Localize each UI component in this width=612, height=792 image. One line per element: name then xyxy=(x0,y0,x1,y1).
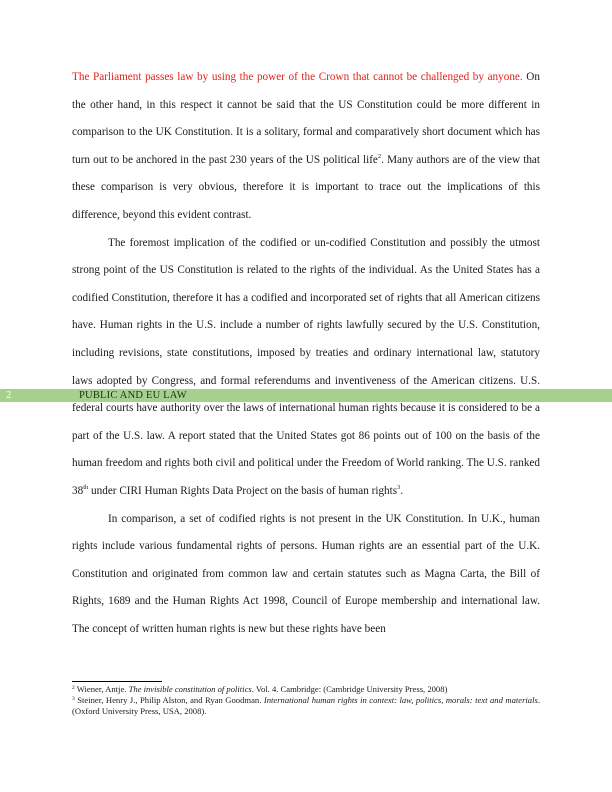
footnote-2 xyxy=(72,684,540,695)
footnote-separator xyxy=(72,681,162,682)
ordinal-suffix: th xyxy=(83,483,89,491)
paragraph-1-text-b: . Many authors are of the view that these comparison is very obvious, therefore it is important to trace out the implications of this difference, beyond this evident contrast. xyxy=(72,153,540,221)
paragraph-1-text-a: On the other hand, in this respect it cannot be said that the US Constitution could be more different in comparison to the UK Constitution. It is a solitary, formal and comparatively short document which has turn out to be anchored in the past 230 years of the US political life xyxy=(72,71,540,166)
paragraph-2 xyxy=(72,230,540,506)
running-header xyxy=(0,389,612,402)
footnote-text-post: . (Oxford University Press, USA, 2008). xyxy=(72,695,540,716)
paragraph-1 xyxy=(72,64,540,230)
footnote-ref-3[interactable]: 3 xyxy=(397,483,401,491)
footnote-text-pre: Steiner, Henry J., Philip Alston, and Ryan Goodman. xyxy=(74,695,264,705)
footnote-3 xyxy=(72,695,540,717)
footnote-text-pre: Wiener, Antje. xyxy=(74,684,129,694)
footnote-text-post: . Vol. 4. Cambridge: (Cambridge University Press, 2008) xyxy=(251,684,448,694)
paragraph-3: In comparison, a set of codified rights is not present in the UK Constitution. In U.K., human rights include various fundamental rights of persons. Human rights are an essential part of the U.K. Constitution and originated from common law and certain statutes such as Magna Carta, the Bill of Rights, 1689 and the Human Rights Act 1998, Council of Europe membership and international law. The concept of written human rights is new but these rights have been xyxy=(72,512,540,635)
paragraph-2-text-a: The foremost implication of the codified or un-codified Constitution and possibly the utmost strong point of the US Constitution is related to the rights of the individual. As the United States has a codified Constitution, therefore it has a codified and incorporated set of rights that all American citizens have. Human rights in the U.S. include a number of rights lawfully secured by the U.S. Constitution, including revisions, state constitutions, imposed by treaties and ordinary international law, statutory laws adopted by Congress, and formal referendums and inventiveness of the American citizens. U.S. federal courts have authority over the laws of international human rights because it is considered to be a part of the U.S. law. A report stated that the United States got 86 points out of 100 on the basis of the human freedom and rights both civil and political under the Freedom of World ranking. The U.S. ranked 38 xyxy=(72,236,540,497)
page-number: 2 xyxy=(6,390,12,401)
highlighted-sentence: The Parliament passes law by using the power of the Crown that cannot be challenged by anyone. xyxy=(72,71,523,83)
footnote-title: The invisible constitution of politics xyxy=(128,684,252,694)
footnote-number: 3 xyxy=(72,696,75,702)
footnotes xyxy=(72,684,540,717)
running-title: PUBLIC AND EU LAW xyxy=(79,390,187,401)
paragraph-2-text-b: under CIRI Human Rights Data Project on the basis of human rights xyxy=(88,484,398,497)
body-text xyxy=(72,64,540,643)
footnote-title: International human rights in context: law, politics, morals: text and materials xyxy=(263,695,538,705)
paragraph-2-text-c: . xyxy=(400,484,404,497)
footnote-number: 2 xyxy=(72,685,75,691)
footnote-ref-2[interactable]: 2 xyxy=(377,152,382,160)
